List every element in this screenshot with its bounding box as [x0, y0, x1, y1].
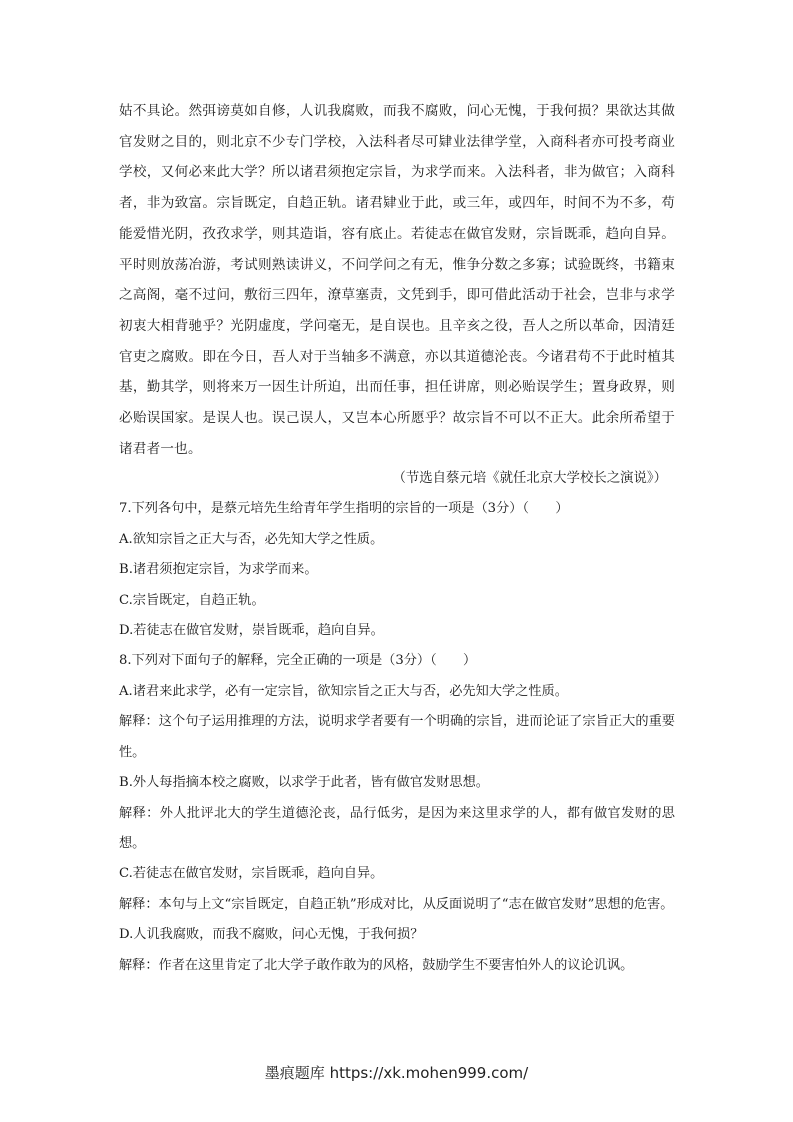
- document-body: [119, 96, 675, 981]
- question-7-option-d: D.若徒志在做官发财，崇旨既乖，趋向自异。: [119, 623, 384, 639]
- question-7-option-b: B.诸君须抱定宗旨，为求学而来。: [119, 562, 318, 578]
- question-7-option-a: A.欲知宗旨之正大与否，必先知大学之性质。: [119, 531, 384, 547]
- question-8-option-b: B.外人每指摘本校之腐败，以求学于此者，皆有做官发财思想。: [119, 775, 489, 791]
- passage-text: 姑不具论。然弭谤莫如自修，人讥我腐败，而我不腐败，问心无愧，于我何损？果欲达其做官发财之目的，则北京不少专门学校，入法科者尽可肄业法律学堂，入商科者亦可投考商业学校，又何必来此大学？所以诸君须抱定宗旨，为求学而来。入法科者，非为做官；入商科者，非为致富。宗旨既定，自趋正轨。诸君肄业于此，或三年，或四年，时间不为不多，苟能爱惜光阴，孜孜求学，则其造诣，容有底止。若徒志在做官发财，宗旨既乖，趋向自异。平时则放荡冶游，考试则熟读讲义，不问学问之有无，惟争分数之多寡；试验既终，书籍束之高阁，毫不过问，敷衍三四年，潦草塞责，文凭到手，即可借此活动于社会，岂非与求学初衷大相背驰乎？光阴虚度，学问毫无，是自误也。且辛亥之役，吾人之所以革命，因清廷官吏之腐败。即在今日，吾人对于当轴多不满意，亦以其道德沦丧。今诸君苟不于此时植其基，勤其学，则将来万一因生计所迫，出而任事，担任讲席，则必贻误学生；置身政界，则必贻误国家。是误人也。误己误人，又岂本心所愿乎？故宗旨不可以不正大。此余所希望于诸君者一也。: [119, 103, 675, 457]
- question-8-option-d: D.人讥我腐败，而我不腐败，问心无愧，于我何损？: [119, 927, 424, 943]
- question-7-option-c: C.宗旨既定，自趋正轨。: [119, 592, 265, 608]
- question-8-option-a: A.诸君来此求学，必有一定宗旨，欲知宗旨之正大与否，必先知大学之性质。: [119, 683, 568, 699]
- footer-watermark: 墨痕题库 https://xk.mohen999.com/: [264, 1064, 529, 1082]
- question-8-option-a-explanation: 解释：这个句子运用推理的方法，说明求学者要有一个明确的宗旨，进而论证了宗旨正大的重要性。: [119, 714, 675, 760]
- question-8-option-c: C.若徒志在做官发财，宗旨既乖，趋向自异。: [119, 866, 384, 882]
- question-8-option-b-explanation: 解释：外人批评北大的学生道德沦丧，品行低劣，是因为来这里求学的人，都有做官发财的思想。: [119, 805, 675, 851]
- question-7-stem: 7.下列各句中，是蔡元培先生给青年学生指明的宗旨的一项是（3分）（ ）: [119, 501, 569, 517]
- question-8-option-c-explanation: 解释：本句与上文“宗旨既定，自趋正轨”形成对比，从反面说明了“志在做官发财”思想的危害。: [119, 896, 674, 912]
- passage-source: （节选自蔡元培《就任北京大学校长之演说》）: [392, 471, 667, 487]
- question-8-stem: 8.下列对下面句子的解释，完全正确的一项是（3分）（ ）: [119, 653, 477, 669]
- question-8-option-d-explanation: 解释：作者在这里肯定了北大学子敢作敢为的风格，鼓励学生不要害怕外人的议论讥讽。: [119, 957, 634, 973]
